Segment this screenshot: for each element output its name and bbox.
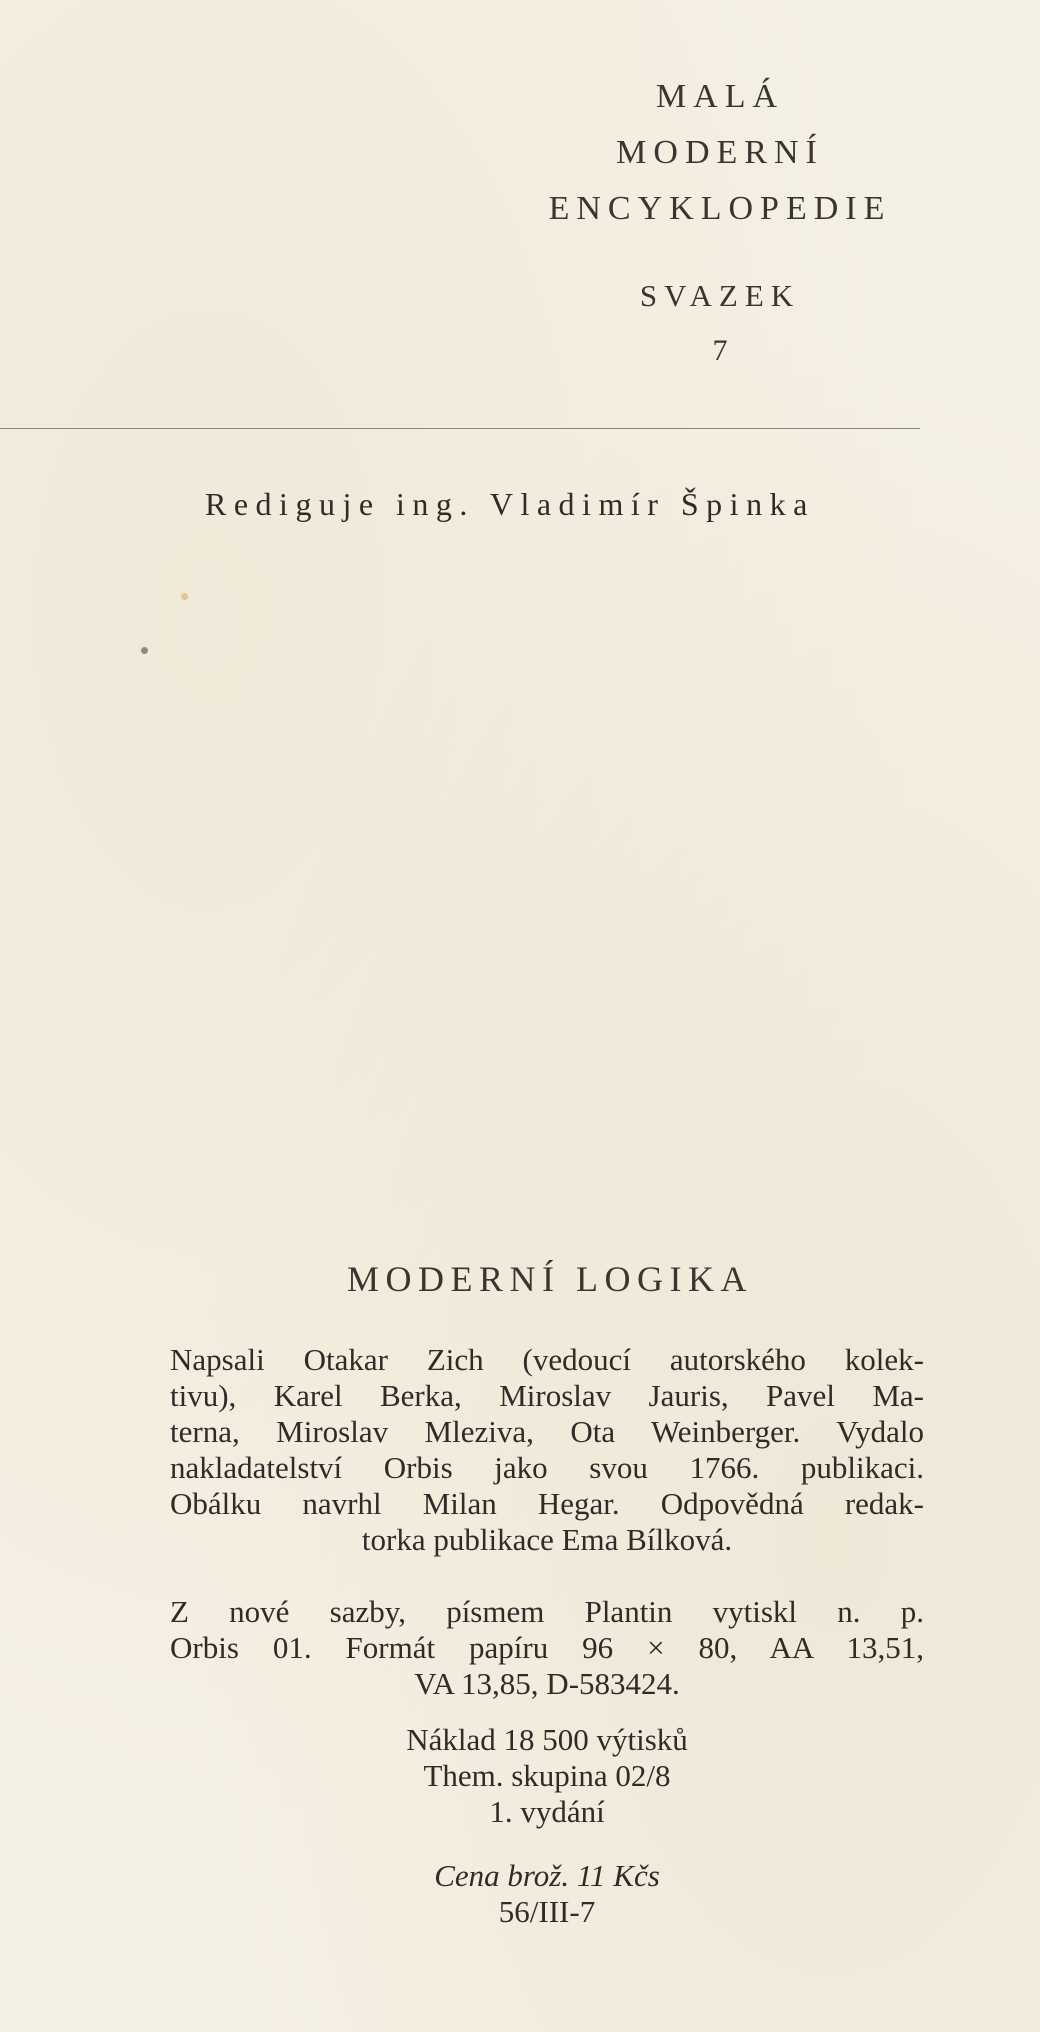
printing-line: VA 13,85, D-583424. [414, 1666, 680, 1701]
horizontal-rule [0, 428, 920, 429]
series-title-line-3: ENCYKLOPEDIE [548, 190, 892, 227]
printing-line: Z nové sazby, písmem Plantin vytiskl n. p. [170, 1594, 924, 1629]
credits-line: terna, Miroslav Mleziva, Ota Weinberger. Vydalo [170, 1414, 924, 1449]
printing-paragraph [170, 1594, 924, 1702]
volume-label: SVAZEK [639, 278, 801, 313]
series-title-line-2: MODERNÍ [616, 134, 824, 171]
book-title: MODERNÍ LOGIKA [347, 1259, 753, 1299]
print-run: Náklad 18 500 výtisků [406, 1722, 688, 1757]
series-title-line-1: MALÁ [655, 78, 785, 115]
edition-number: 1. vydání [489, 1794, 605, 1829]
printing-line: Orbis 01. Formát papíru 96 × 80, AA 13,51, [170, 1630, 924, 1665]
price-text: Cena brož. 11 Kčs [434, 1858, 660, 1893]
theme-group: Them. skupina 02/8 [423, 1758, 671, 1793]
paper-speck [181, 593, 188, 600]
credits-line: tivu), Karel Berka, Miroslav Jauris, Pavel Ma- [170, 1378, 924, 1413]
price-info [170, 1858, 924, 1930]
edition-info [170, 1722, 924, 1830]
series-heading [490, 0, 950, 380]
paper-speck [141, 647, 148, 654]
credits-line: Napsali Otakar Zich (vedoucí autorského kolek- [170, 1342, 924, 1377]
catalog-code: 56/III-7 [498, 1894, 596, 1929]
volume-number: 7 [712, 334, 728, 367]
credits-line: torka publikace Ema Bílková. [361, 1522, 733, 1557]
credits-line: nakladatelství Orbis jako svou 1766. publikaci. [170, 1450, 924, 1485]
credits-paragraph [170, 1342, 924, 1558]
credits-line: Obálku navrhl Milan Hegar. Odpovědná redak- [170, 1486, 924, 1521]
editor-line: Rediguje ing. Vladimír Špinka [205, 486, 815, 522]
